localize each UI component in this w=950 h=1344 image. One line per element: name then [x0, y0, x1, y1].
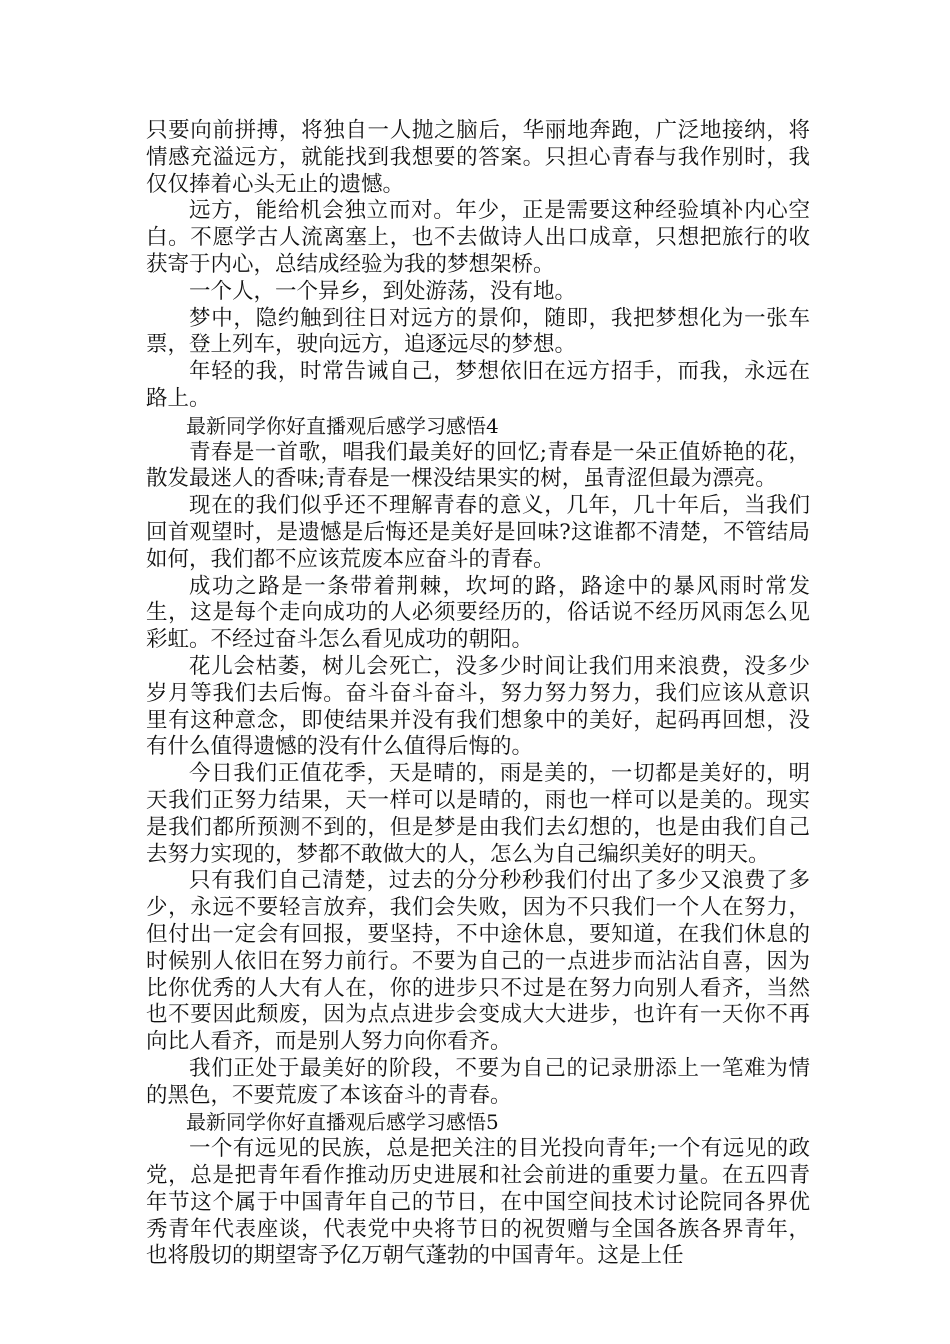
paragraph: 现在的我们似乎还不理解青春的意义，几年，几十年后，当我们回首观望时，是遗憾是后悔还是美好是回味?这谁都不清楚，不管结局如何，我们都不应该荒废本应奋斗的青春。 — [146, 493, 810, 572]
section-heading: 最新同学你好直播观后感学习感悟5 — [186, 1110, 499, 1135]
section-heading: 最新同学你好直播观后感学习感悟4 — [186, 413, 499, 438]
paragraph: 一个人，一个异乡，到处游荡，没有地。 — [189, 278, 577, 304]
paragraph: 一个有远见的民族，总是把关注的目光投向青年;一个有远见的政党，总是把青年看作推动历史进展和社会前进的重要力量。在五四青年节这个属于中国青年自己的节日，在中国空间技术讨论院同各界优秀青年代表座谈，代表党中央将节日的祝贺赠与全国各族各界青年，也将殷切的期望寄予亿万朝气蓬勃的中国青年。这是上任 — [146, 1136, 810, 1269]
paragraph: 今日我们正值花季，天是晴的，雨是美的，一切都是美好的，明天我们正努力结果，天一样可以是晴的，雨也一样可以是美的。现实是我们都所预测不到的，但是梦是由我们去幻想的，也是由我们自己去努力实现的，梦都不敢做大的人，怎么为自己编织美好的明天。 — [146, 761, 810, 867]
paragraph: 只要向前拼搏，将独自一人抛之脑后，华丽地奔跑，广泛地接纳，将情感充溢远方，就能找到我想要的答案。只担心青春与我作别时，我仅仅捧着心头无止的遗憾。 — [146, 118, 810, 197]
paragraph: 我们正处于最美好的阶段，不要为自己的记录册添上一笔难为情的黑色，不要荒废了本该奋斗的青春。 — [146, 1055, 810, 1108]
paragraph: 只有我们自己清楚，过去的分分秒秒我们付出了多少又浪费了多少，永远不要轻言放弃，我们会失败，因为不只我们一个人在努力，但付出一定会有回报，要坚持，不中途休息，要知道，在我们休息的时候别人依旧在努力前行。不要为自己的一点进步而沾沾自喜，因为比你优秀的人大有人在，你的进步只不过是在努力向别人看齐，当然也不要因此颓废，因为点点进步会变成大大进步，也许有一天你不再向比人看齐，而是别人努力向你看齐。 — [146, 868, 810, 1055]
paragraph: 青春是一首歌，唱我们最美好的回忆;青春是一朵正值娇艳的花，散发最迷人的香味;青春是一棵没结果实的树，虽青涩但最为漂亮。 — [146, 439, 810, 492]
paragraph: 远方，能给机会独立而对。年少，正是需要这种经验填补内心空白。不愿学古人流离塞上，也不去做诗人出口成章，只想把旅行的收获寄于内心，总结成经验为我的梦想架桥。 — [146, 198, 810, 277]
document-body — [146, 118, 810, 1270]
paragraph: 花儿会枯萎，树儿会死亡，没多少时间让我们用来浪费，没多少岁月等我们去后悔。奋斗奋斗奋斗，努力努力努力，我们应该从意识里有这种意念，即使结果并没有我们想象中的美好，起码再回想，没有什么值得遗憾的没有什么值得后悔的。 — [146, 653, 810, 760]
paragraph: 梦中，隐约触到往日对远方的景仰，随即，我把梦想化为一张车票，登上列车，驶向远方，追逐远尽的梦想。 — [146, 305, 810, 358]
paragraph: 年轻的我，时常告诫自己，梦想依旧在远方招手，而我，永远在路上。 — [146, 359, 810, 411]
paragraph: 成功之路是一条带着荆棘，坎坷的路，路途中的暴风雨时常发生，这是每个走向成功的人必须要经历的，俗话说不经历风雨怎么见彩虹。不经过奋斗怎么看见成功的朝阳。 — [146, 573, 810, 653]
